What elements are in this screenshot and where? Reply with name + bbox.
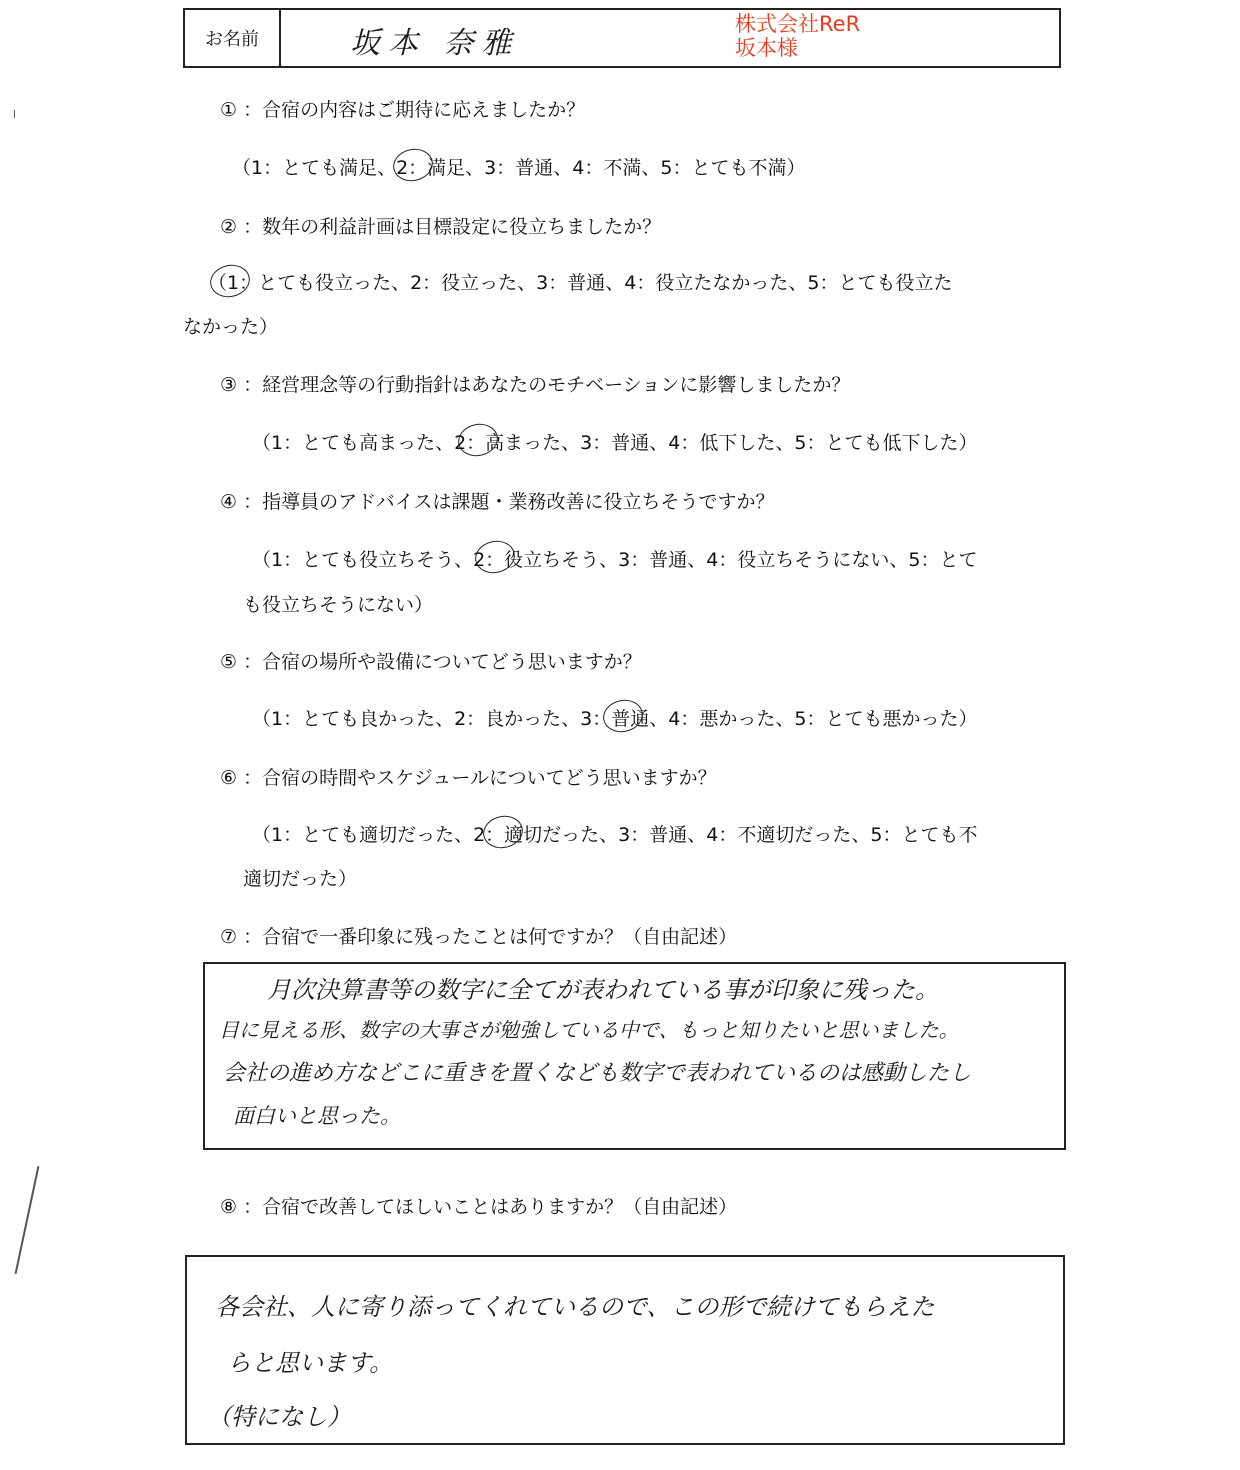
company-line2: 坂本様 [735,36,798,60]
options-line: （1：とても満足、2：満足、3：普通、4：不満、5：とても不満） [232,157,806,179]
scan-artifact-line [15,1166,39,1274]
options-4-cont [243,590,433,617]
answer-8-box [185,1255,1065,1445]
question-6 [220,763,717,790]
question-number: ⑥ [220,767,238,789]
question-text: ：合宿の場所や設備についてどう思いますか？ [243,651,642,673]
answer-7-line: 面白いと思った。 [233,1104,401,1128]
question-number: ⑤ [220,651,238,673]
options-2 [208,268,952,295]
question-number: ② [220,216,238,238]
name-box [183,8,1061,68]
question-text: ：合宿で改善してほしいことはありますか？（自由記述） [243,1196,738,1218]
answer-8-line: （特になし） [207,1403,351,1431]
options-1 [232,153,805,180]
options-line: なかった） [183,316,279,338]
question-5 [220,647,642,674]
options-line: （1：とても役立った、2：役立った、3：普通、4：役立たなかった、5：とても役立た [208,272,953,294]
question-8 [220,1192,737,1219]
options-line: も役立ちそうにない） [243,594,434,616]
question-2 [220,212,661,239]
answer-7-line: 会社の進め方などこに重きを置くなども数字で表われているのは感動したし [223,1061,972,1086]
options-6 [252,820,977,847]
options-line: （1：とても良かった、2：良かった、3：普通、4：悪かった、5：とても悪かった） [252,708,978,730]
question-text: ：数年の利益計画は目標設定に役立ちましたか？ [243,216,662,238]
question-number: ⑦ [220,926,238,948]
options-line: （1：とても役立ちそう、2：役立ちそう、3：普通、4：役立ちそうにない、5：とて [252,549,978,571]
scan-artifact-dot [14,110,15,118]
options-line: 適切だった） [243,868,358,890]
name-value: 坂本 奈雅 [350,26,520,61]
question-3 [220,370,850,397]
answer-7-box [203,962,1066,1150]
options-3 [252,428,977,455]
name-label: お名前 [185,10,281,66]
question-4 [220,487,775,514]
options-line: （1：とても高まった、2：高まった、3：普通、4：低下した、5：とても低下した） [252,432,978,454]
options-2-cont [183,312,278,339]
question-text: ：指導員のアドバイスは課題・業務改善に役立ちそうですか？ [243,491,775,513]
question-number: ③ [220,374,238,396]
answer-8-line: 各会社、人に寄り添ってくれているので、この形で続けてもらえた [215,1293,935,1321]
options-4 [252,545,977,572]
options-line: （1：とても適切だった、2：適切だった、3：普通、4：不適切だった、5：とても不 [252,824,978,846]
question-1 [220,95,585,122]
options-6-cont [243,864,357,891]
answer-8-line: らと思います。 [227,1349,394,1377]
question-text: ：経営理念等の行動指針はあなたのモチベーションに影響しましたか？ [243,374,851,396]
question-number: ① [220,99,238,121]
company-stamp [735,12,860,60]
question-7 [220,922,737,949]
question-number: ⑧ [220,1196,238,1218]
question-text: ：合宿の内容はご期待に応えましたか？ [243,99,586,121]
question-number: ④ [220,491,238,513]
company-line1: 株式会社ReR [735,12,861,36]
answer-7-line: 月次決算書等の数字に全てが表われている事が印象に残った。 [267,976,939,1004]
question-text: ：合宿で一番印象に残ったことは何ですか？（自由記述） [243,926,738,948]
answer-7-line: 目に見える形、数字の大事さが勉強している中で、もっと知りたいと思いました。 [219,1018,959,1042]
question-text: ：合宿の時間やスケジュールについてどう思いますか？ [243,767,717,789]
